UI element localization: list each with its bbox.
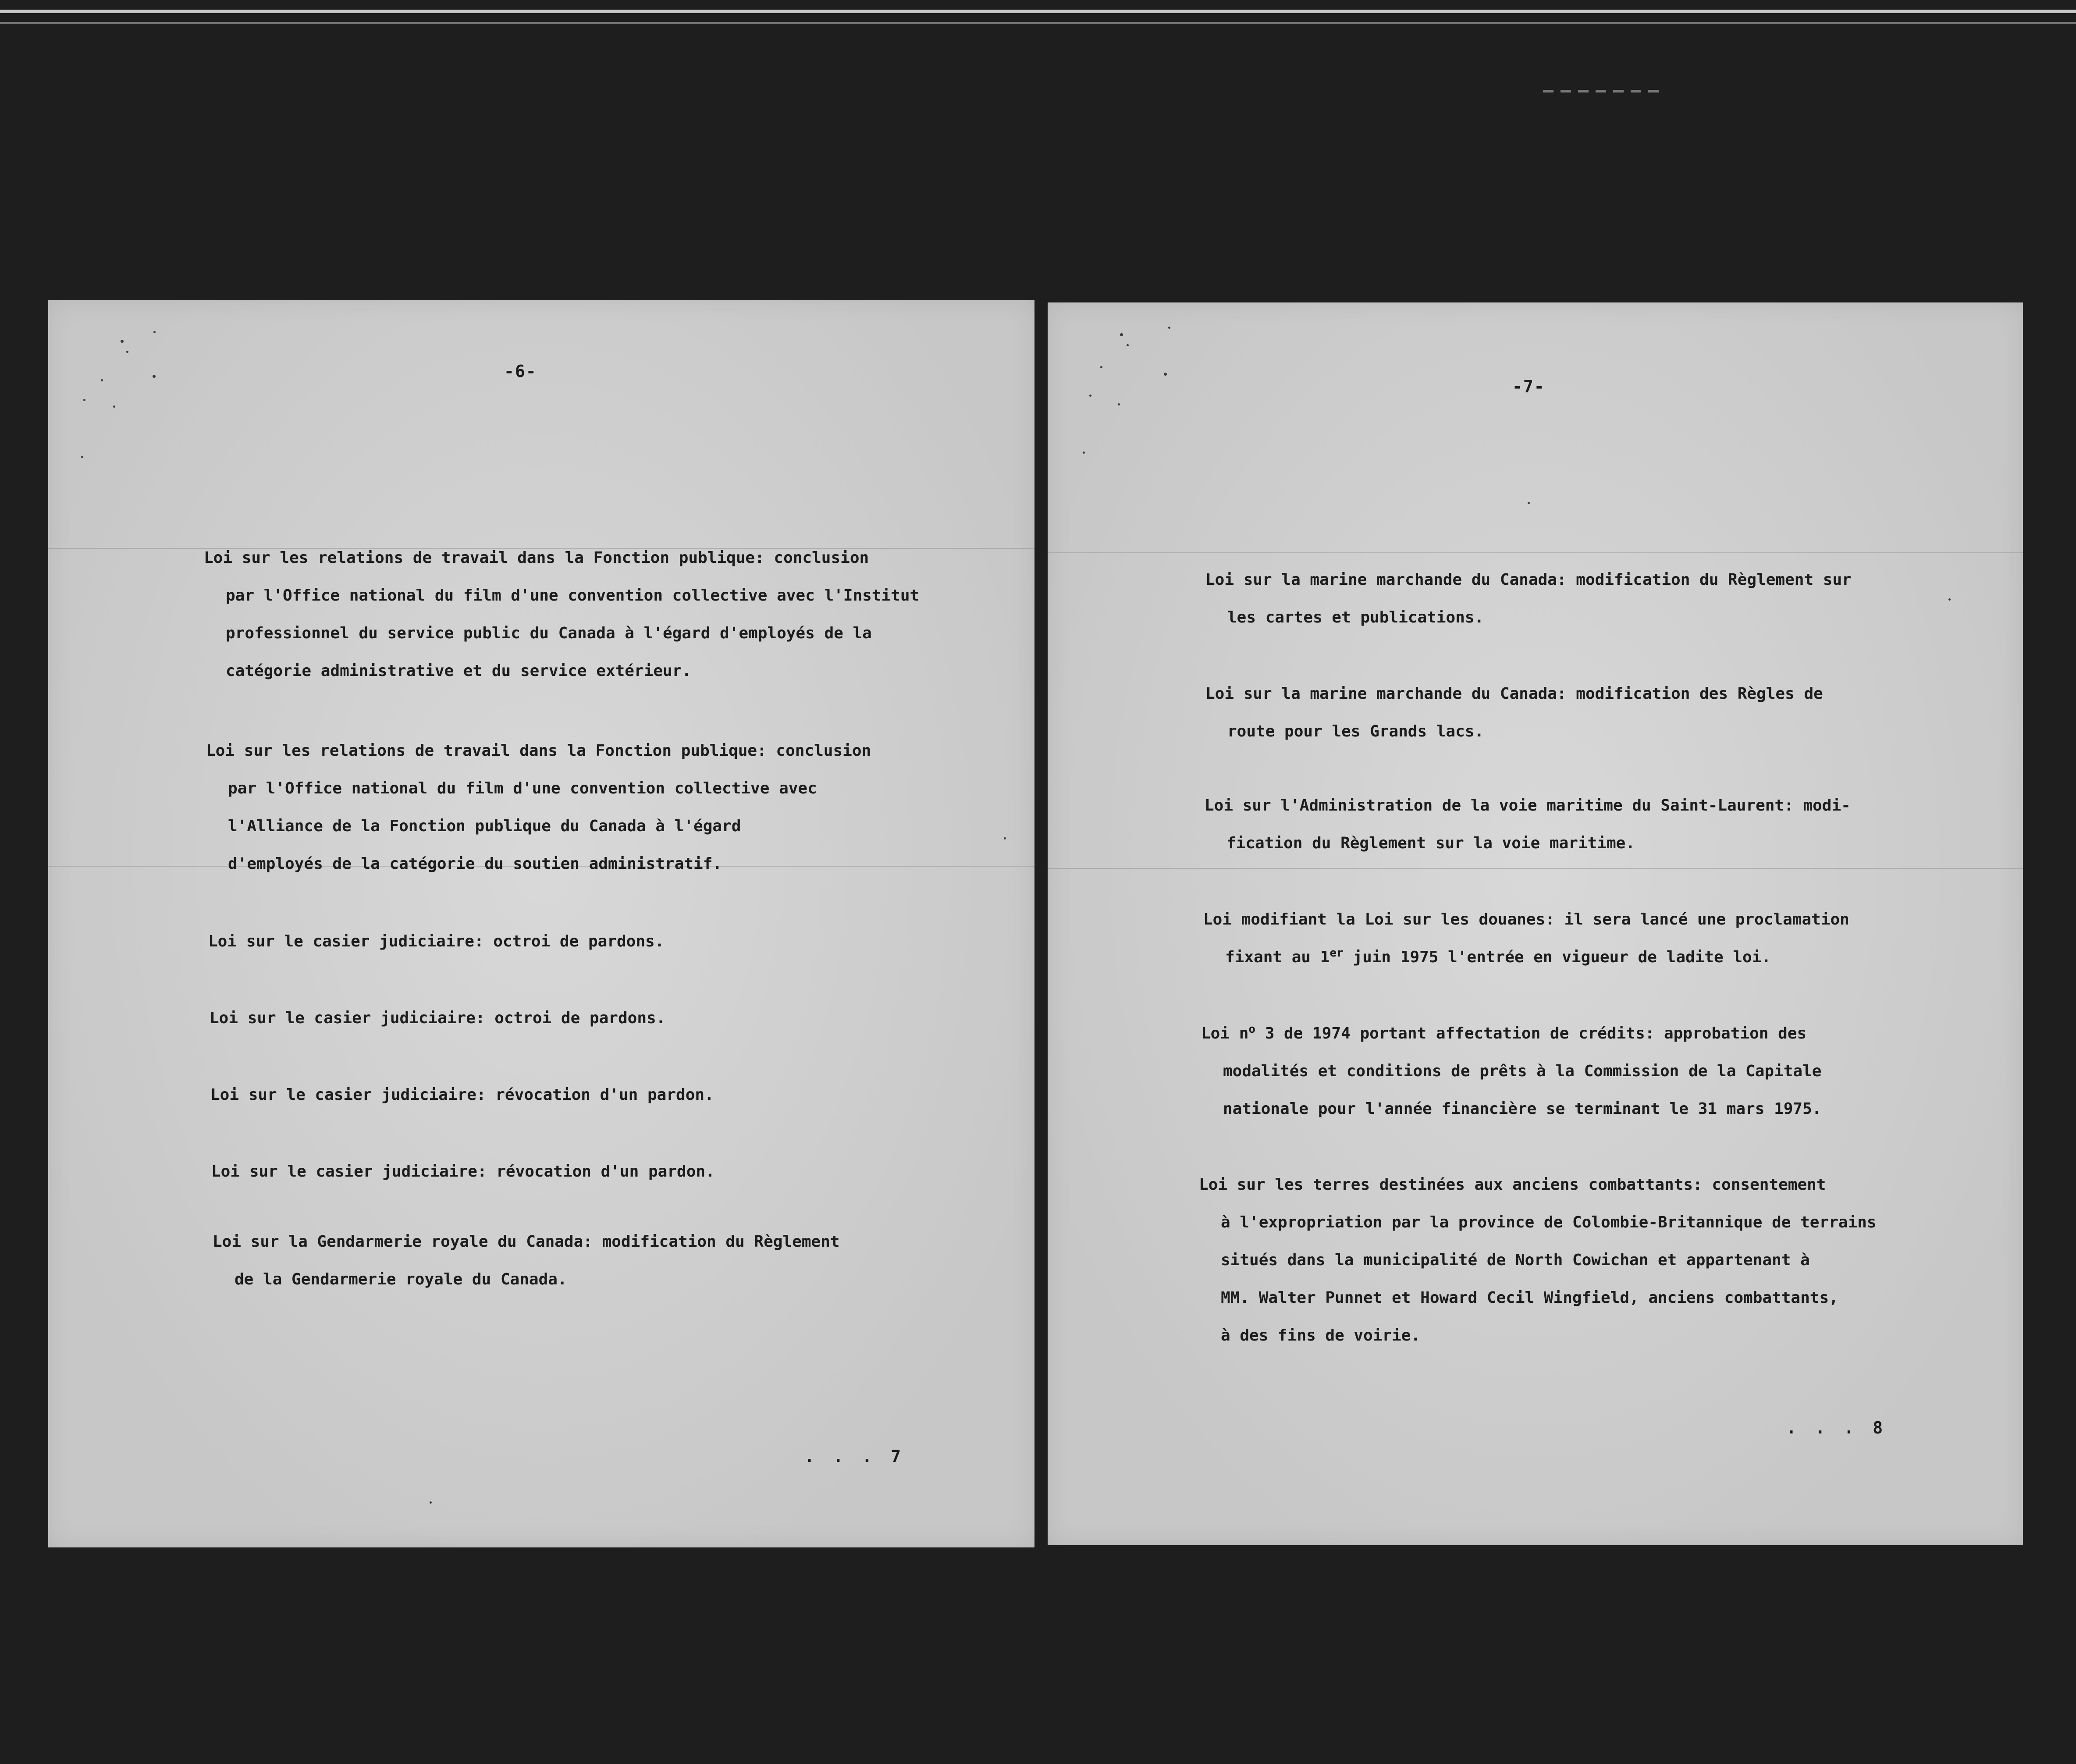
top-border-line [0, 10, 2076, 13]
entry-line: nationale pour l'année financière se terminant le 31 mars 1975. [1223, 1100, 1822, 1118]
entry-line: les cartes et publications. [1227, 608, 1484, 626]
entry-line: Loi sur les terres destinées aux anciens combattants: consentement [1199, 1176, 1826, 1194]
continuation-marker: . . . 7 [804, 1447, 906, 1466]
order-entry [1205, 675, 1823, 750]
margin-speck [1127, 344, 1129, 346]
margin-speck [1120, 333, 1123, 336]
microfilm-mark [1543, 90, 1666, 92]
order-entry [210, 1076, 714, 1114]
entry-line: situés dans la municipalité de North Cowichan et appartenant à [1221, 1251, 1810, 1269]
entry-line [1201, 1015, 1821, 1053]
entry-line: à l'expropriation par la province de Colombie-Britannique de terrains [1221, 1213, 1877, 1231]
right-page [1048, 302, 2023, 1545]
margin-speck [101, 379, 103, 381]
top-border-line-secondary [0, 22, 2076, 24]
order-entry [1203, 901, 1849, 976]
entry-text: Loi n [1201, 1024, 1249, 1042]
entry-line: Loi sur les relations de travail dans la Fonction publique: conclusion [206, 742, 871, 760]
entry-text: fixant au 1 [1225, 948, 1330, 966]
entry-line: d'employés de la catégorie du soutien administratif. [228, 855, 722, 873]
order-entry [1199, 1166, 1877, 1355]
margin-speck [126, 351, 128, 353]
margin-speck [121, 340, 124, 343]
order-entry [206, 732, 871, 883]
margin-speck [83, 399, 85, 401]
entry-line [1203, 939, 1849, 976]
margin-speck [1168, 327, 1170, 329]
margin-speck [1083, 452, 1085, 454]
entry-line: fication du Règlement sur la voie maritime. [1226, 834, 1635, 852]
margin-speck [153, 331, 156, 333]
ordinal-superscript: er [1329, 946, 1344, 960]
entry-line: à des fins de voirie. [1221, 1327, 1421, 1344]
order-entry [1205, 787, 1851, 862]
margin-speck [430, 1501, 432, 1504]
entry-line: Loi sur les relations de travail dans la Fonction publique: conclusion [204, 549, 869, 567]
margin-speck [1528, 502, 1530, 504]
entry-text: juin 1975 l'entrée en vigueur de ladite loi. [1343, 948, 1771, 966]
entry-line: de la Gendarmerie royale du Canada. [235, 1270, 567, 1288]
order-entry [204, 539, 919, 690]
entry-line: par l'Office national du film d'une convention collective avec [228, 779, 817, 797]
left-page [48, 300, 1034, 1547]
margin-speck [153, 375, 156, 378]
entry-line: Loi sur la marine marchande du Canada: modification du Règlement sur [1205, 571, 1852, 589]
margin-speck [81, 456, 83, 458]
order-entry [210, 999, 665, 1037]
entry-line: modalités et conditions de prêts à la Commission de la Capitale [1223, 1062, 1822, 1080]
order-entry [213, 1223, 839, 1298]
entry-line: Loi sur la marine marchande du Canada: modification des Règles de [1205, 685, 1823, 703]
entry-line: Loi sur la Gendarmerie royale du Canada: modification du Règlement [213, 1233, 840, 1251]
page-number: -6- [504, 362, 537, 381]
entry-line: catégorie administrative et du service extérieur. [226, 662, 692, 680]
order-entry [211, 1153, 715, 1191]
entry-line: Loi modifiant la Loi sur les douanes: il sera lancé une proclamation [1203, 910, 1849, 928]
margin-speck [1118, 403, 1120, 405]
margin-speck [1164, 373, 1167, 376]
order-entry [1201, 1015, 1821, 1128]
entry-line: par l'Office national du film d'une convention collective avec l'Institut [226, 587, 920, 605]
margin-speck [1948, 598, 1951, 601]
entry-line: MM. Walter Punnet et Howard Cecil Wingfield, anciens combattants, [1221, 1289, 1838, 1307]
margin-speck [1004, 837, 1006, 839]
entry-line: Loi sur le casier judiciaire: révocation d'un pardon. [210, 1086, 714, 1104]
entry-line: Loi sur l'Administration de la voie maritime du Saint-Laurent: modi- [1205, 797, 1851, 814]
entry-line: l'Alliance de la Fonction publique du Canada à l'égard [228, 817, 741, 835]
entry-line: route pour les Grands lacs. [1227, 722, 1484, 740]
entry-text: 3 de 1974 portant affectation de crédits: approbation des [1255, 1024, 1807, 1042]
number-superscript: o [1248, 1023, 1256, 1036]
entry-line: Loi sur le casier judiciaire: octroi de pardons. [210, 1009, 666, 1027]
page-number: -7- [1512, 377, 1545, 396]
page-fold-line [1048, 552, 2023, 553]
entry-line: Loi sur le casier judiciaire: révocation d'un pardon. [211, 1163, 715, 1181]
order-entry [208, 923, 664, 960]
order-entry [1205, 561, 1852, 637]
continuation-marker: . . . 8 [1786, 1418, 1888, 1437]
entry-line: professionnel du service public du Canada à l'égard d'employés de la [226, 624, 872, 642]
margin-speck [113, 405, 115, 408]
page-fold-line [1048, 868, 2023, 869]
margin-speck [1100, 366, 1102, 368]
margin-speck [1089, 395, 1091, 397]
entry-line: Loi sur le casier judiciaire: octroi de pardons. [208, 932, 665, 950]
